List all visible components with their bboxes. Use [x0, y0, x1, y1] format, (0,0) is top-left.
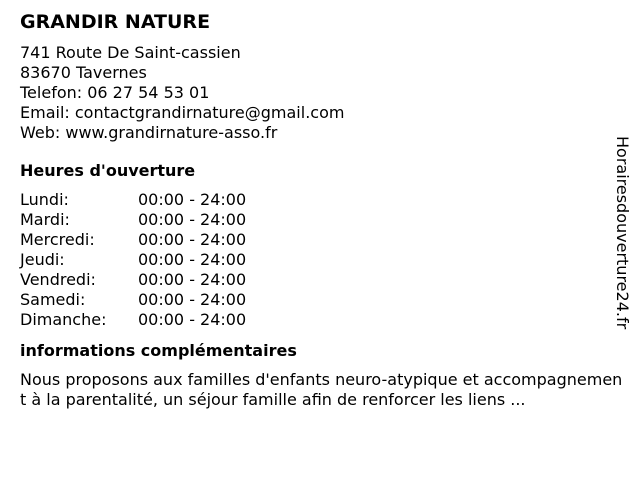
info-text: Nous proposons aux familles d'enfants neuro-atypique et accompagnement à la parentalité, un séjour famille afin de renforcer les liens ... — [20, 370, 623, 409]
day-label: Jeudi: — [20, 250, 65, 269]
day-time: 00:00 - 24:00 — [138, 290, 247, 309]
web-line: Web: www.grandirnature-asso.fr — [20, 123, 278, 142]
info-heading: informations complémentaires — [20, 341, 297, 360]
day-label: Lundi: — [20, 190, 69, 209]
day-label: Vendredi: — [20, 270, 96, 289]
hours-row-monday — [20, 190, 605, 210]
business-name: GRANDIR NATURE — [20, 11, 211, 33]
hours-row-thursday — [20, 250, 605, 270]
phone-line: Telefon: 06 27 54 53 01 — [20, 83, 210, 102]
hours-row-saturday — [20, 290, 605, 310]
hours-row-friday — [20, 270, 605, 290]
day-time: 00:00 - 24:00 — [138, 270, 247, 289]
day-label: Mardi: — [20, 210, 70, 229]
day-label: Samedi: — [20, 290, 86, 309]
day-time: 00:00 - 24:00 — [138, 310, 247, 329]
day-time: 00:00 - 24:00 — [138, 250, 247, 269]
address-line-2: 83670 Tavernes — [20, 63, 147, 82]
hours-row-tuesday — [20, 210, 605, 230]
contact-block — [20, 43, 605, 143]
side-brand-watermark: Horairesdouverture24.fr — [613, 136, 632, 330]
day-time: 00:00 - 24:00 — [138, 190, 247, 209]
hours-table — [20, 190, 605, 330]
email-line: Email: contactgrandirnature@gmail.com — [20, 103, 345, 122]
day-label: Dimanche: — [20, 310, 107, 329]
hours-row-wednesday — [20, 230, 605, 250]
address-line-1: 741 Route De Saint-cassien — [20, 43, 241, 62]
day-time: 00:00 - 24:00 — [138, 230, 247, 249]
hours-heading: Heures d'ouverture — [20, 161, 196, 180]
hours-row-sunday — [20, 310, 605, 330]
day-time: 00:00 - 24:00 — [138, 210, 247, 229]
day-label: Mercredi: — [20, 230, 95, 249]
